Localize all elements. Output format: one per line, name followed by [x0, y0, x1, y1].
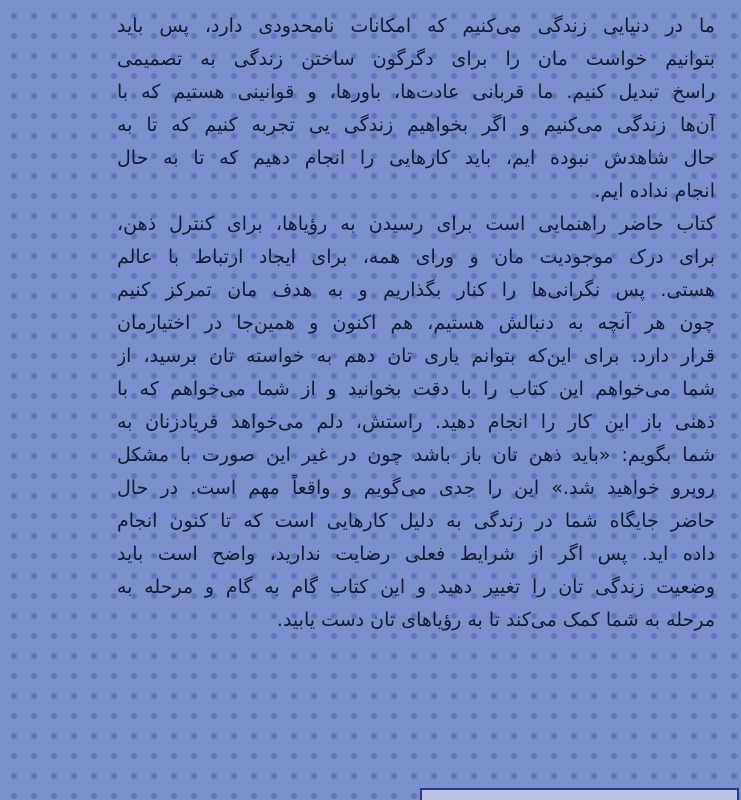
text-line: مرحله به شما کمک می‌کند تا به رؤیاهای تان دست یابید. [276, 609, 715, 631]
text-line: روبرو خواهید شد.» این را جدی می‌گویم و واقعاً مهم است. در حال [117, 477, 715, 499]
text-line: ما در دنیایی زندگی می‌کنیم که امکانات نامحدودی دارد، پس باید [117, 15, 715, 37]
text-line: وضعیت زندگی تان را تغییر دهید و این کتاب گام به گام و مرحله به [117, 576, 715, 598]
text-line: قرار دارد. برای این‌که بتوانم یاری تان دهم به خواسته تان برسید، از [117, 345, 715, 367]
text-line: هستی. پس نگرانی‌ها را کنار بگذاریم و به هدف مان تمرکز کنیم [117, 279, 715, 301]
text-line: راسخ تبدیل کنیم. ما قربانی عادت‌ها، باورها، و قوانینی هستیم که با [117, 81, 715, 103]
text-line: حال شاهدش نبوده ایم، باید کارهایی را انجام دهیم که تا به حال [117, 147, 715, 169]
text-line: چون هر آنچه به دنبالش هستیم، هم اکنون و همین‌جا در اختیارمان [117, 312, 715, 334]
paragraph-intro [117, 10, 715, 208]
text-line: آن‌ها زندگی می‌کنیم و اگر بخواهیم زندگی یی تجربه کنیم که تا به [117, 114, 715, 136]
text-line: شما می‌خواهم این کتاب را با دقت بخوانید و از شما می‌خواهم که با [117, 378, 715, 400]
text-line: کتاب حاضر راهنمایی است برای رسیدن به رؤیاها، برای کنترل ذهن، [117, 213, 715, 235]
text-line: شما بگویم: «باید ذهن تان باز باشد چون در غیر این صورت با مشکل [117, 444, 715, 466]
text-line: ذهنی باز این کار را انجام دهید. راستش، دلم می‌خواهد فریادزنان به [117, 411, 715, 433]
text-line: بتوانیم خواست مان را برای دگرگون ساختن زندگی به تصمیمی [117, 48, 715, 70]
text-line: داده اید. پس اگر از شرایط فعلی رضایت ندارید، واضح است باید [117, 543, 715, 565]
text-line: حاضر جایگاه شما در زندگی به دلیل کارهایی است که تا کنون انجام [117, 510, 715, 532]
text-line: برای درک موجودیت مان و ورای همه، برای ایجاد ارتباط با عالم [117, 246, 715, 268]
book-text [117, 10, 715, 637]
paragraph-guide [117, 208, 715, 637]
text-line: انجام نداده ایم. [594, 180, 715, 202]
bottom-frame-edge [420, 788, 739, 800]
